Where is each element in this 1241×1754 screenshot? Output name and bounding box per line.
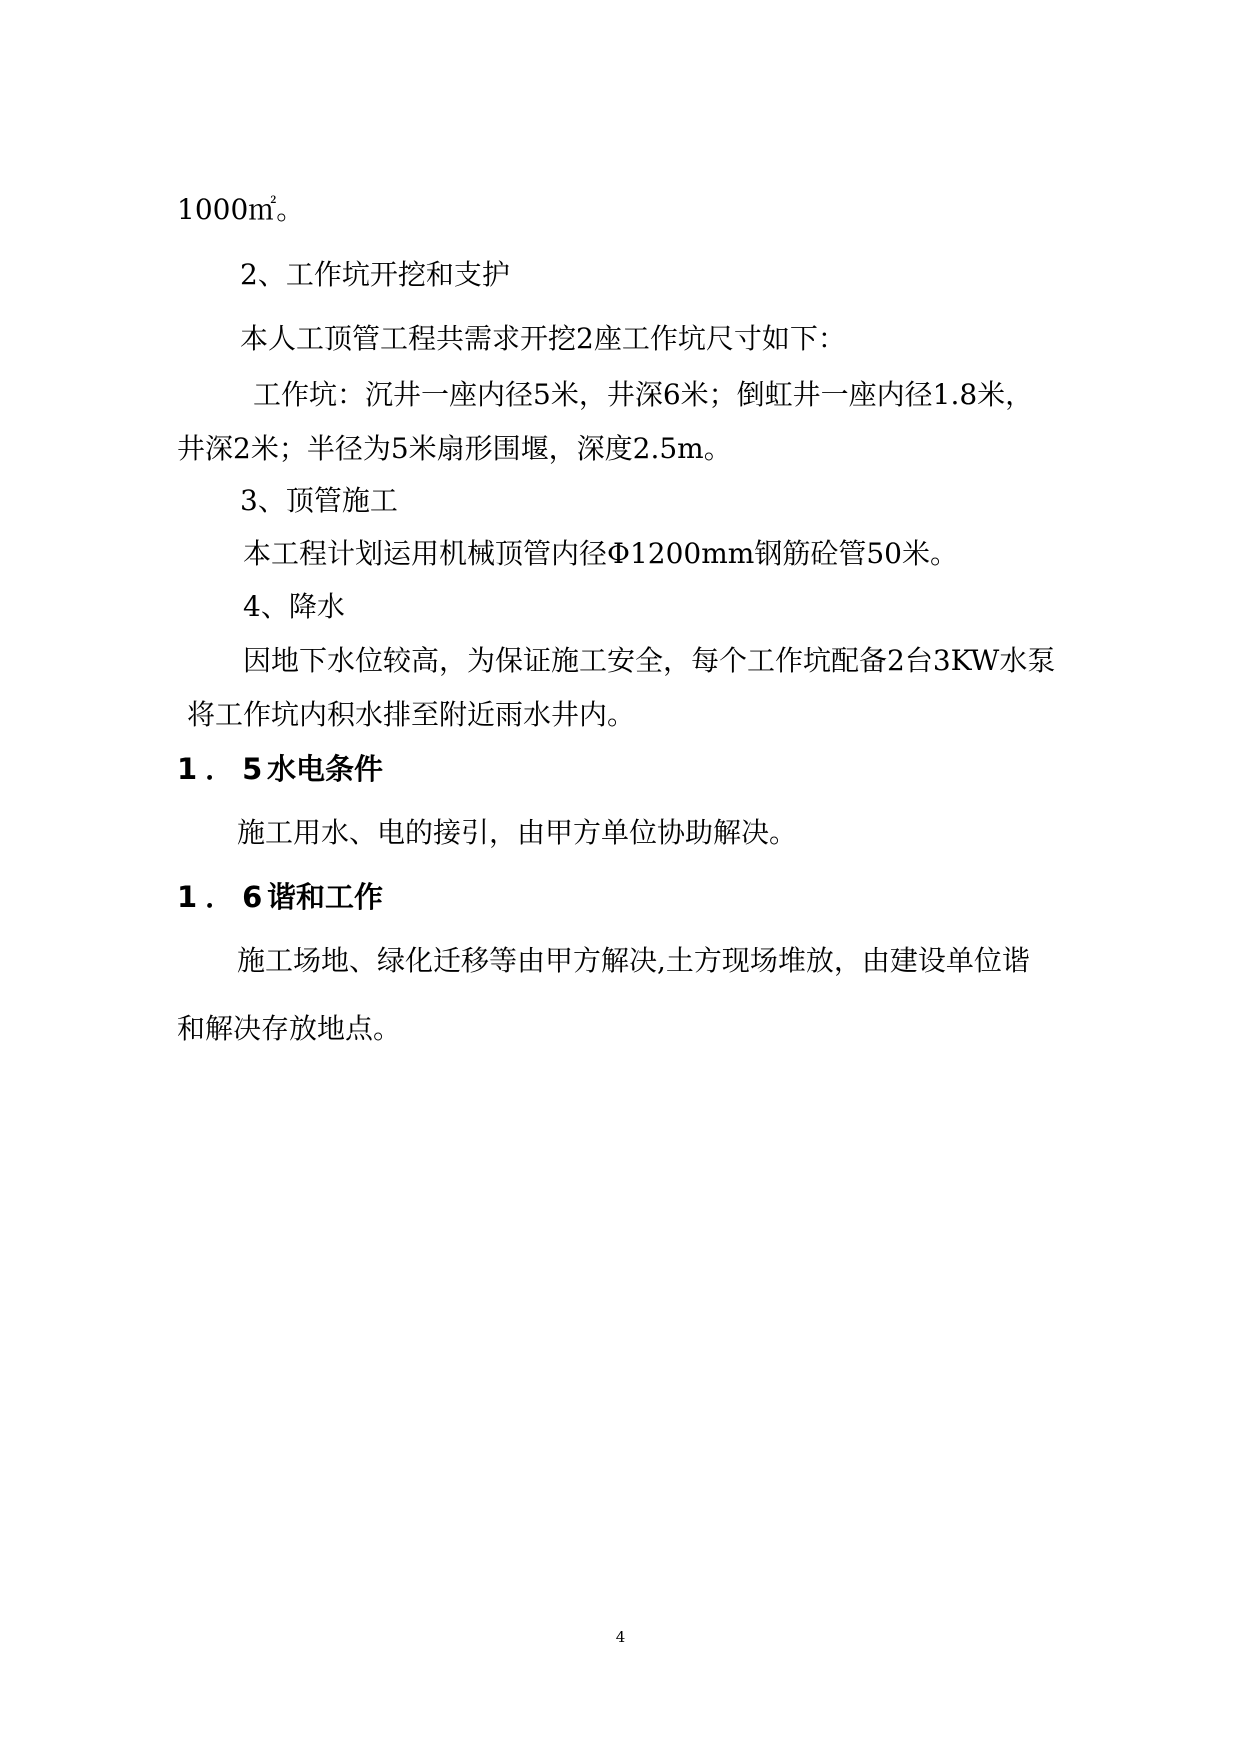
paragraph-line: 井深2米；半径为5米扇形围堰，深度2.5m。 bbox=[177, 432, 732, 465]
paragraph-line: 施工场地、绿化迁移等由甲方解决,土方现场堆放，由建设单位谐 bbox=[237, 944, 1030, 977]
list-item-heading: 3、顶管施工 bbox=[240, 484, 398, 517]
paragraph-line: 因地下水位较高，为保证施工安全，每个工作坑配备2台3KW水泵 bbox=[243, 644, 1056, 677]
paragraph-line: 施工用水、电的接引，由甲方单位协助解决。 bbox=[237, 816, 798, 849]
list-item-heading: 4、降水 bbox=[243, 590, 345, 623]
paragraph-line: 将工作坑内积水排至附近雨水井内。 bbox=[187, 698, 636, 731]
section-heading bbox=[177, 752, 383, 786]
paragraph-line: 和解决存放地点。 bbox=[177, 1012, 402, 1045]
list-item-heading: 2、工作坑开挖和支护 bbox=[240, 258, 510, 291]
section-title: 水电条件 bbox=[267, 752, 384, 786]
paragraph-line: 工作坑：沉井一座内径5米，井深6米；倒虹井一座内径1.8米， bbox=[253, 378, 1034, 411]
section-number: 1．6 bbox=[177, 880, 271, 914]
section-title: 谐和工作 bbox=[267, 880, 384, 914]
paragraph-line: 本人工顶管工程共需求开挖2座工作坑尺寸如下： bbox=[240, 322, 846, 355]
paragraph-line: 1000㎡。 bbox=[177, 193, 305, 226]
page-number: 4 bbox=[615, 1628, 626, 1646]
paragraph-line: 本工程计划运用机械顶管内径Φ1200mm钢筋砼管50米。 bbox=[243, 537, 958, 570]
section-heading bbox=[177, 880, 383, 914]
section-number: 1．5 bbox=[177, 752, 271, 786]
